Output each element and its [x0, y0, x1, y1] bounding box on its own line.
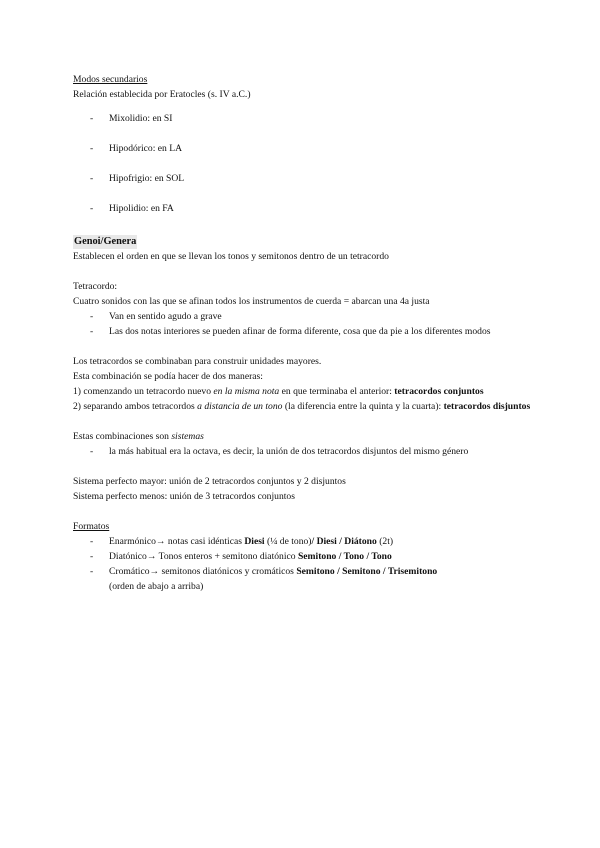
system-minor: Sistema perfecto menos: unión de 3 tetracordos conjuntos: [73, 491, 295, 502]
document-page: [73, 72, 533, 594]
formats-list: [73, 534, 533, 594]
modes-list: [73, 111, 533, 216]
systems-intro: Estas combinaciones son sistemas: [73, 431, 204, 442]
list-item: - Mixolidio: en SI: [90, 113, 173, 124]
list-item: - Hipofrigio: en SOL: [90, 173, 185, 184]
systems-list: [73, 444, 533, 459]
list-item: - Van en sentido agudo a grave: [90, 311, 222, 322]
combination-option-1: 1) comenzando un tetracordo nuevo en la misma nota en que terminaba el anterior: tetracordos conjuntos: [73, 386, 484, 397]
genera-heading: Genoi/Genera: [74, 236, 137, 247]
format-enharmonic: - Enarmónico→ notas casi idénticas Diesi (¼ de tono)/ Diesi / Diátono (2t): [90, 536, 394, 547]
formats-title: Formatos: [73, 521, 110, 532]
secondary-modes-intro: Relación establecida por Eratocles (s. IV a.C.): [73, 89, 251, 100]
tetracordo-list: [73, 309, 533, 339]
format-chromatic: - Cromático→ semitonos diatónicos y cromáticos Semitono / Semitono / Trisemitono (orden de abajo a arriba): [90, 566, 438, 592]
combinations-line-1: Los tetracordos se combinaban para construir unidades mayores.: [73, 356, 322, 367]
format-diatonic: - Diatónico→ Tonos enteros + semitono diatónico Semitono / Tono / Tono: [90, 551, 392, 562]
genera-description: Establecen el orden en que se llevan los tonos y semitonos dentro de un tetracordo: [73, 251, 389, 262]
list-item: - la más habitual era la octava, es decir, la unión de dos tetracordos disjuntos del mismo género: [90, 446, 469, 457]
list-item: - Las dos notas interiores se pueden afinar de forma diferente, cosa que da pie a los diferentes modos: [90, 326, 491, 337]
combination-option-2: 2) separando ambos tetracordos a distancia de un tono (la diferencia entre la quinta y la cuarta): tetracordos disjuntos: [73, 401, 531, 412]
tetracordo-definition: Cuatro sonidos con las que se afinan todos los instrumentos de cuerda = abarcan una 4a justa: [73, 296, 430, 307]
list-item: - Hipolidio: en FA: [90, 203, 174, 214]
secondary-modes-title: Modos secundarios: [73, 74, 148, 85]
combinations-line-2: Esta combinación se podía hacer de dos maneras:: [73, 371, 263, 382]
list-item: - Hipodórico: en LA: [90, 143, 183, 154]
tetracordo-label: Tetracordo:: [73, 281, 118, 292]
system-major: Sistema perfecto mayor: unión de 2 tetracordos conjuntos y 2 disjuntos: [73, 476, 346, 487]
